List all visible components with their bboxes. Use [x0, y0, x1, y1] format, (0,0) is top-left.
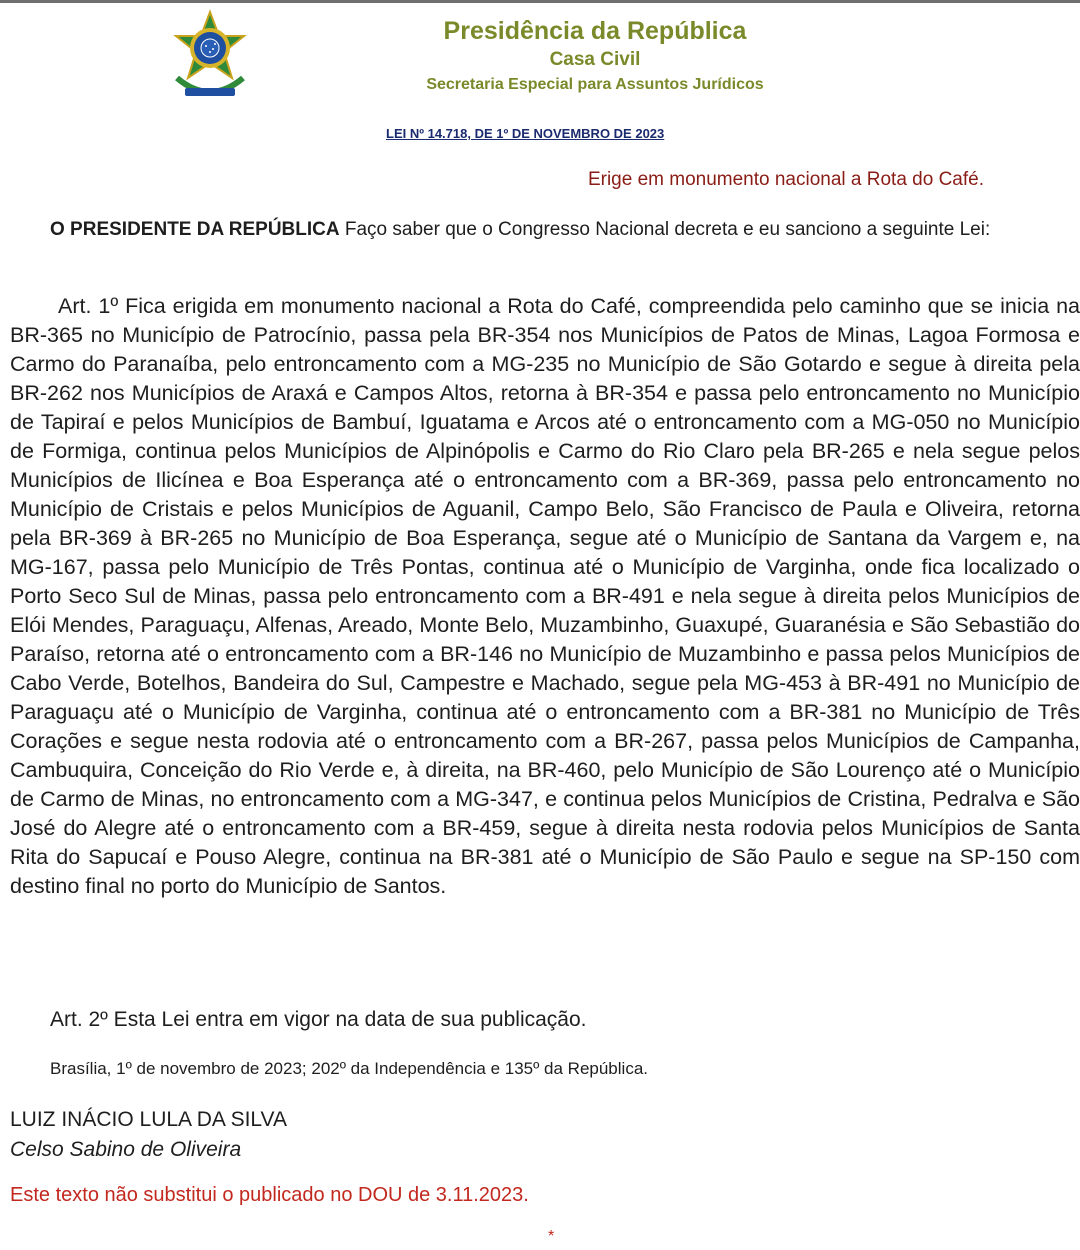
- article-1: Art. 1º Fica erigida em monumento nacional a Rota do Café, compreendida pelo caminho que se inicia na BR-365 no Município de Patrocínio, passa pela BR-354 nos Municípios de Patos de Minas, Lagoa Formosa e Carmo do Paranaíba, pelo entroncamento com a MG-235 no Município de São Gotardo e segue à direita pela BR-262 nos Municípios de Araxá e Campos Altos, retorna à BR-354 e passa pelo entroncamento no Município de Tapiraí e pelos Municípios de Bambuí, Iguatama e Arcos até o entroncamento com a MG-050 no Município de Formiga, continua pelos Municípios de Alpinópolis e Carmo do Rio Claro pela BR-265 e nela segue pelos Municípios de Ilicínea e Boa Esperança até o entroncamento com a BR-369, passa pelo entroncamento no Município de Cristais e pelos Municípios de Aguanil, Campo Belo, São Francisco de Paula e Oliveira, retorna pela BR-369 à BR-265 no Município de Boa Esperança, segue até o Município de Santana da Vargem e, na MG-167, passa pelo Município de Três Pontas, continua até o Município de Varginha, onde fica localizado o Porto Seco Sul de Minas, passa pelo entroncamento com a BR-491 e nela segue à direita pelos Municípios de Elói Mendes, Paraguaçu, Alfenas, Areado, Monte Belo, Muzambinho, Guaxupé, Guaranésia e São Sebastião do Paraíso, retorna até o entroncamento com a BR-146 no Município de Muzambinho e passa pelos Municípios de Cabo Verde, Botelhos, Bandeira do Sul, Campestre e Machado, segue pela MG-453 à BR-491 no Município de Paraguaçu até o Município de Varginha, continua até o entroncamento com a BR-381 no Município de Três Corações e segue nesta rodovia até o entroncamento com a BR-267, passa pelos Municípios de Campanha, Cambuquira, Conceição do Rio Verde e, à direita, na BR-460, pelo Município de São Lourenço até o Município de Carmo de Minas, no entroncamento com a MG-347, e continua pelos Municípios de Cristina, Pedralva e São José do Alegre até o entroncamento com a BR-459, segue à direita nesta rodovia pelos Municípios de Santa Rita do Sapucaí e Pouso Alegre, continua na BR-381 até o Município de São Paulo e segue na SP-150 com destino final no porto do Município de Santos.: [10, 294, 1080, 898]
- header-casa-civil: Casa Civil: [549, 49, 641, 70]
- ementa: Erige em monumento nacional a Rota do Café.: [587, 169, 984, 190]
- top-border: [0, 0, 1080, 3]
- article-2: Art. 2º Esta Lei entra em vigor na data de sua publicação.: [50, 1008, 587, 1031]
- law-title-link[interactable]: LEI Nº 14.718, DE 1º DE NOVEMBRO DE 2023: [386, 126, 665, 141]
- footer-asterisk: *: [548, 1228, 555, 1245]
- dateline: Brasília, 1º de novembro de 2023; 202º da Independência e 135º da República.: [50, 1059, 648, 1078]
- intro-paragraph: [10, 217, 1080, 243]
- intro-lead: O PRESIDENTE DA REPÚBLICA: [50, 219, 340, 240]
- header-presidencia: Presidência da República: [443, 17, 747, 45]
- brazil-coat-of-arms-icon: [167, 8, 253, 104]
- signature-minister: Celso Sabino de Oliveira: [10, 1138, 242, 1161]
- disclaimer: Este texto não substitui o publicado no DOU de 3.11.2023.: [10, 1184, 529, 1206]
- intro-text: Faço saber que o Congresso Nacional decreta e eu sanciono a seguinte Lei:: [339, 219, 991, 240]
- signature-president: LUIZ INÁCIO LULA DA SILVA: [10, 1108, 287, 1131]
- header-secretaria: Secretaria Especial para Assuntos Jurídicos: [426, 76, 764, 93]
